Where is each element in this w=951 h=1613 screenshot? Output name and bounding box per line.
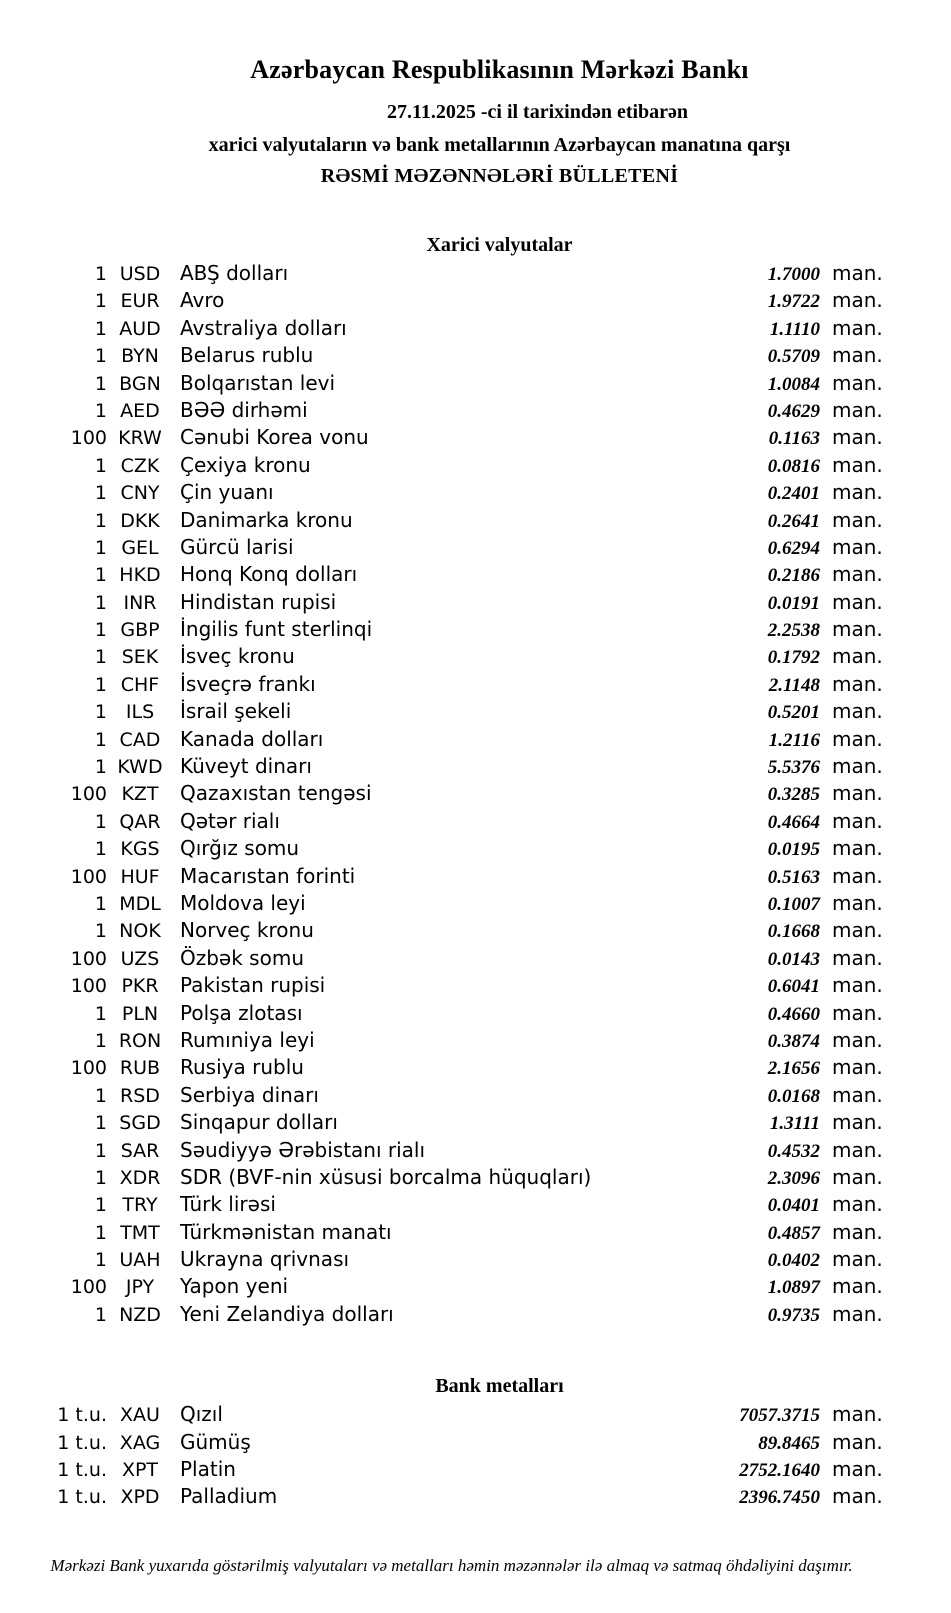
manat-unit-label: man. bbox=[832, 315, 883, 340]
manat-unit-label: man. bbox=[832, 1055, 883, 1080]
currency-name: Küveyt dinarı bbox=[180, 754, 312, 779]
currency-name: Avstraliya dolları bbox=[180, 315, 347, 340]
currency-name: Macarıstan forinti bbox=[180, 863, 356, 888]
quantity-value: 100 bbox=[70, 1276, 107, 1299]
quantity-value: 1 bbox=[94, 728, 107, 751]
foreign-currencies-table bbox=[0, 260, 951, 1328]
rate-row bbox=[0, 534, 951, 561]
quantity-value: 1 bbox=[94, 1139, 107, 1162]
rate-row bbox=[0, 1082, 951, 1109]
quantity-value: 1 bbox=[94, 317, 107, 340]
rate-value: 0.3874 bbox=[767, 1030, 820, 1052]
rate-value: 0.4857 bbox=[767, 1222, 820, 1244]
rate-row bbox=[0, 479, 951, 506]
rate-row bbox=[0, 424, 951, 451]
manat-unit-label: man. bbox=[832, 1000, 883, 1025]
currency-code: AUD bbox=[119, 317, 161, 340]
quantity-value: 100 bbox=[70, 975, 107, 998]
quantity-value: 1 bbox=[94, 838, 107, 861]
quantity-value: 1 bbox=[94, 454, 107, 477]
quantity-value: 1 bbox=[94, 892, 107, 915]
currency-code: XAU bbox=[120, 1404, 160, 1427]
rate-value: 2.2538 bbox=[767, 620, 820, 642]
manat-unit-label: man. bbox=[832, 534, 883, 559]
rate-value: 0.5709 bbox=[767, 346, 820, 368]
currency-code: EUR bbox=[120, 290, 160, 313]
currency-name: Polşa zlotası bbox=[180, 1000, 303, 1025]
currency-name: Danimarka kronu bbox=[180, 507, 353, 532]
currency-code: CAD bbox=[119, 728, 161, 751]
currency-name: Platin bbox=[180, 1457, 236, 1482]
rate-row bbox=[0, 315, 951, 342]
currency-code: SAR bbox=[120, 1139, 160, 1162]
manat-unit-label: man. bbox=[832, 589, 883, 614]
manat-unit-label: man. bbox=[832, 890, 883, 915]
rate-row bbox=[0, 397, 951, 424]
currency-name: Pakistan rupisi bbox=[180, 973, 326, 998]
quantity-value: 1 bbox=[94, 591, 107, 614]
quantity-value: 1 bbox=[94, 646, 107, 669]
currency-name: Ukrayna qrivnası bbox=[180, 1247, 350, 1272]
rate-row bbox=[0, 287, 951, 314]
manat-unit-label: man. bbox=[832, 1027, 883, 1052]
quantity-value: 1 bbox=[94, 673, 107, 696]
quantity-value: 1 bbox=[94, 482, 107, 505]
rate-row bbox=[0, 452, 951, 479]
currency-name: SDR (BVF-nin xüsusi borcalma hüquqları) bbox=[180, 1164, 592, 1189]
currency-name: Palladium bbox=[180, 1484, 278, 1509]
currency-code: HUF bbox=[120, 865, 160, 888]
currency-name: Hindistan rupisi bbox=[180, 589, 337, 614]
rate-value: 5.5376 bbox=[767, 757, 820, 779]
rate-row bbox=[0, 1456, 951, 1483]
rate-row bbox=[0, 1429, 951, 1456]
quantity-value: 1 bbox=[94, 1166, 107, 1189]
manat-unit-label: man. bbox=[832, 480, 883, 505]
quantity-value: 1 t.u. bbox=[57, 1486, 107, 1509]
quantity-value: 1 bbox=[94, 1029, 107, 1052]
manat-unit-label: man. bbox=[832, 699, 883, 724]
currency-code: SGD bbox=[119, 1112, 161, 1135]
quantity-value: 100 bbox=[70, 865, 107, 888]
manat-unit-label: man. bbox=[832, 1110, 883, 1135]
currency-name: İsrail şekeli bbox=[180, 699, 292, 724]
manat-unit-label: man. bbox=[832, 343, 883, 368]
quantity-value: 100 bbox=[70, 947, 107, 970]
currency-name: Honq Konq dolları bbox=[180, 562, 358, 587]
rate-row bbox=[0, 1054, 951, 1081]
rate-row bbox=[0, 726, 951, 753]
rate-row bbox=[0, 643, 951, 670]
currency-code: UAH bbox=[119, 1249, 161, 1272]
currency-name: Çexiya kronu bbox=[180, 452, 311, 477]
manat-unit-label: man. bbox=[832, 644, 883, 669]
currency-code: AED bbox=[120, 399, 160, 422]
document-header bbox=[0, 0, 951, 190]
currency-code: KWD bbox=[117, 756, 163, 779]
currency-name: Səudiyyə Ərəbistanı rialı bbox=[180, 1137, 426, 1162]
manat-unit-label: man. bbox=[832, 918, 883, 943]
currency-name: Moldova leyi bbox=[180, 890, 306, 915]
rate-row bbox=[0, 370, 951, 397]
rate-row bbox=[0, 1219, 951, 1246]
quantity-value: 1 t.u. bbox=[57, 1431, 107, 1454]
currency-name: Özbək somu bbox=[180, 945, 304, 970]
currency-name: Belarus rublu bbox=[180, 343, 314, 368]
currency-name: Qətər rialı bbox=[180, 808, 280, 833]
rate-value: 0.5163 bbox=[767, 866, 820, 888]
quantity-value: 1 bbox=[94, 345, 107, 368]
manat-unit-label: man. bbox=[832, 507, 883, 532]
rate-row bbox=[0, 561, 951, 588]
bank-name-title: Azərbaycan Respublikasının Mərkəzi Bankı bbox=[250, 55, 749, 84]
rate-value: 2.3096 bbox=[767, 1167, 820, 1189]
rate-value: 1.7000 bbox=[767, 264, 820, 285]
currency-code: CNY bbox=[120, 482, 160, 505]
rate-value: 1.0897 bbox=[767, 1277, 820, 1299]
quantity-value: 1 bbox=[94, 536, 107, 559]
rate-row bbox=[0, 698, 951, 725]
currency-name: Qırğız somu bbox=[180, 836, 300, 861]
rate-value: 0.4660 bbox=[767, 1003, 820, 1025]
currency-code: KRW bbox=[118, 427, 162, 450]
rate-row bbox=[0, 945, 951, 972]
rate-value: 0.2186 bbox=[767, 565, 820, 587]
manat-unit-label: man. bbox=[832, 425, 883, 450]
rate-value: 2396.7450 bbox=[739, 1487, 820, 1509]
currency-code: USD bbox=[119, 263, 161, 285]
manat-unit-label: man. bbox=[832, 754, 883, 779]
rate-value: 0.4664 bbox=[767, 811, 820, 833]
currency-name: İngilis funt sterlinqi bbox=[180, 617, 373, 642]
currency-name: Norveç kronu bbox=[180, 918, 314, 943]
manat-unit-label: man. bbox=[832, 1247, 883, 1272]
manat-unit-label: man. bbox=[832, 288, 883, 313]
rate-row bbox=[0, 507, 951, 534]
rate-value: 1.2116 bbox=[768, 729, 820, 751]
quantity-value: 1 bbox=[94, 263, 107, 285]
quantity-value: 1 bbox=[94, 1221, 107, 1244]
currency-name: BƏƏ dirhəmi bbox=[180, 397, 308, 422]
quantity-value: 1 bbox=[94, 1303, 107, 1326]
manat-unit-label: man. bbox=[832, 617, 883, 642]
manat-unit-label: man. bbox=[832, 781, 883, 806]
rate-row bbox=[0, 342, 951, 369]
currency-code: RSD bbox=[120, 1084, 160, 1107]
quantity-value: 1 bbox=[94, 290, 107, 313]
currency-name: Türkmənistan manatı bbox=[180, 1219, 392, 1244]
rate-row bbox=[0, 835, 951, 862]
currency-code: HKD bbox=[119, 564, 161, 587]
currency-code: CHF bbox=[120, 673, 160, 696]
currency-name: ABŞ dolları bbox=[180, 261, 289, 285]
currency-name: İsveçrə frankı bbox=[180, 671, 316, 696]
section-title-foreign-currencies: Xarici valyutalar bbox=[426, 234, 573, 256]
currency-code: BYN bbox=[121, 345, 159, 368]
bulletin-title: RƏSMİ MƏZƏNNƏLƏRİ BÜLLETENİ bbox=[320, 165, 679, 187]
currency-code: XDR bbox=[119, 1166, 161, 1189]
rate-row bbox=[0, 890, 951, 917]
rate-row bbox=[0, 1191, 951, 1218]
manat-unit-label: man. bbox=[832, 945, 883, 970]
quantity-value: 1 bbox=[94, 756, 107, 779]
rate-value: 1.1110 bbox=[769, 318, 820, 340]
rate-row bbox=[0, 1273, 951, 1300]
rate-value: 0.5201 bbox=[767, 702, 820, 724]
currency-name: Rusiya rublu bbox=[180, 1055, 304, 1080]
currency-code: CZK bbox=[120, 454, 160, 477]
manat-unit-label: man. bbox=[832, 1402, 883, 1427]
currency-code: GEL bbox=[121, 536, 159, 559]
currency-code: XPT bbox=[121, 1459, 159, 1482]
manat-unit-label: man. bbox=[832, 562, 883, 587]
quantity-value: 100 bbox=[70, 427, 107, 450]
quantity-value: 1 bbox=[94, 564, 107, 587]
currency-code: XAG bbox=[119, 1431, 161, 1454]
quantity-value: 1 bbox=[94, 619, 107, 642]
currency-name: Gümüş bbox=[180, 1429, 251, 1454]
currency-code: INR bbox=[123, 591, 157, 614]
currency-code: ILS bbox=[125, 701, 155, 724]
rate-value: 0.0402 bbox=[767, 1250, 820, 1272]
rate-row bbox=[0, 1109, 951, 1136]
manat-unit-label: man. bbox=[832, 836, 883, 861]
quantity-value: 1 bbox=[94, 509, 107, 532]
quantity-value: 1 bbox=[94, 920, 107, 943]
rate-value: 0.0816 bbox=[767, 455, 820, 477]
currency-code: QAR bbox=[119, 810, 161, 833]
currency-name: Gürcü larisi bbox=[180, 534, 294, 559]
disclaimer-footer: Mərkəzi Bank yuxarıda göstərilmiş valyutaları və metalları həmin məzənnələr ilə almaq və satmaq öhdəliyini daşımır. bbox=[50, 1555, 853, 1575]
manat-unit-label: man. bbox=[832, 1192, 883, 1217]
currency-name: Rumıniya leyi bbox=[180, 1027, 315, 1052]
rate-row bbox=[0, 616, 951, 643]
quantity-value: 1 t.u. bbox=[57, 1404, 107, 1427]
currency-code: TMT bbox=[120, 1221, 160, 1244]
rate-row bbox=[0, 753, 951, 780]
rate-row bbox=[0, 589, 951, 616]
rate-value: 0.4629 bbox=[767, 400, 820, 422]
rate-row bbox=[0, 808, 951, 835]
rate-row bbox=[0, 780, 951, 807]
currency-name: Avro bbox=[180, 288, 225, 313]
currency-name: Serbiya dinarı bbox=[180, 1082, 319, 1107]
rate-row bbox=[0, 260, 951, 287]
manat-unit-label: man. bbox=[832, 397, 883, 422]
currency-code: KGS bbox=[120, 838, 160, 861]
rate-row bbox=[0, 1301, 951, 1328]
currency-code: DKK bbox=[120, 509, 160, 532]
currency-code: KZT bbox=[121, 783, 159, 806]
currency-name: Yeni Zelandiya dolları bbox=[180, 1301, 394, 1326]
rate-row bbox=[0, 1246, 951, 1273]
currency-code: RON bbox=[118, 1029, 162, 1052]
currency-code: NOK bbox=[119, 920, 161, 943]
manat-unit-label: man. bbox=[832, 1484, 883, 1509]
quantity-value: 1 bbox=[94, 1194, 107, 1217]
rate-value: 0.0401 bbox=[767, 1195, 820, 1217]
rate-value: 1.9722 bbox=[767, 291, 820, 313]
rate-value: 0.2401 bbox=[767, 483, 820, 505]
rate-value: 2.1148 bbox=[768, 674, 820, 696]
rate-row bbox=[0, 1000, 951, 1027]
rate-value: 0.9735 bbox=[767, 1304, 820, 1326]
manat-unit-label: man. bbox=[832, 261, 883, 285]
quantity-value: 1 bbox=[94, 1112, 107, 1135]
currency-code: PLN bbox=[121, 1002, 159, 1025]
currency-name: Kanada dolları bbox=[180, 726, 324, 751]
quantity-value: 1 bbox=[94, 1002, 107, 1025]
manat-unit-label: man. bbox=[832, 1164, 883, 1189]
currency-code: RUB bbox=[119, 1057, 161, 1080]
manat-unit-label: man. bbox=[832, 1219, 883, 1244]
currency-code: SEK bbox=[121, 646, 159, 669]
rate-value: 0.0143 bbox=[767, 948, 820, 970]
rate-value: 0.4532 bbox=[767, 1140, 820, 1162]
rate-value: 0.1668 bbox=[767, 921, 820, 943]
manat-unit-label: man. bbox=[832, 452, 883, 477]
rate-value: 0.0168 bbox=[767, 1085, 820, 1107]
rate-row bbox=[0, 1483, 951, 1510]
manat-unit-label: man. bbox=[832, 1429, 883, 1454]
manat-unit-label: man. bbox=[832, 726, 883, 751]
rate-row bbox=[0, 917, 951, 944]
rate-row bbox=[0, 1137, 951, 1164]
rate-row bbox=[0, 671, 951, 698]
rate-value: 0.1792 bbox=[767, 647, 820, 669]
manat-unit-label: man. bbox=[832, 1274, 883, 1299]
currency-code: BGN bbox=[119, 372, 161, 395]
quantity-value: 1 bbox=[94, 810, 107, 833]
currency-code: MDL bbox=[119, 892, 161, 915]
currency-code: PKR bbox=[121, 975, 159, 998]
currency-name: Bolqarıstan levi bbox=[180, 370, 336, 395]
currency-name: Qızıl bbox=[180, 1402, 223, 1427]
rate-row bbox=[0, 1401, 951, 1428]
currency-code: XPD bbox=[120, 1486, 160, 1509]
rate-value: 0.2641 bbox=[767, 510, 820, 532]
currency-code: NZD bbox=[119, 1303, 161, 1326]
currency-name: Türk lirəsi bbox=[180, 1192, 276, 1217]
currency-name: Yapon yeni bbox=[180, 1274, 289, 1299]
currency-code: GBP bbox=[120, 619, 160, 642]
manat-unit-label: man. bbox=[832, 863, 883, 888]
quantity-value: 1 bbox=[94, 1249, 107, 1272]
rate-value: 0.1163 bbox=[768, 428, 820, 450]
rate-row bbox=[0, 1164, 951, 1191]
rate-row bbox=[0, 972, 951, 999]
manat-unit-label: man. bbox=[832, 671, 883, 696]
effective-date-line: 27.11.2025 -ci il tarixindən etibarən bbox=[386, 101, 689, 123]
quantity-value: 100 bbox=[70, 1057, 107, 1080]
rate-value: 0.1007 bbox=[767, 893, 820, 915]
bulletin-subtitle: xarici valyutaların və bank metallarının Azərbaycan manatına qarşı bbox=[208, 134, 791, 156]
rate-row bbox=[0, 863, 951, 890]
quantity-value: 1 bbox=[94, 1084, 107, 1107]
section-title-bank-metals: Bank metalları bbox=[435, 1375, 564, 1398]
currency-name: İsveç kronu bbox=[180, 644, 295, 669]
manat-unit-label: man. bbox=[832, 1082, 883, 1107]
rate-value: 0.6294 bbox=[767, 537, 820, 559]
quantity-value: 1 bbox=[94, 399, 107, 422]
currency-code: UZS bbox=[120, 947, 160, 970]
manat-unit-label: man. bbox=[832, 1301, 883, 1326]
manat-unit-label: man. bbox=[832, 370, 883, 395]
manat-unit-label: man. bbox=[832, 808, 883, 833]
currency-name: Cənubi Korea vonu bbox=[180, 425, 369, 450]
manat-unit-label: man. bbox=[832, 1457, 883, 1482]
rate-value: 7057.3715 bbox=[739, 1405, 820, 1427]
manat-unit-label: man. bbox=[832, 1137, 883, 1162]
currency-code: TRY bbox=[122, 1194, 158, 1217]
currency-code: JPY bbox=[125, 1276, 155, 1299]
currency-name: Qazaxıstan tengəsi bbox=[180, 781, 372, 806]
bank-metals-table bbox=[0, 1401, 951, 1511]
rate-value: 2752.1640 bbox=[739, 1460, 820, 1482]
quantity-value: 100 bbox=[70, 783, 107, 806]
rate-value: 0.0195 bbox=[767, 839, 820, 861]
quantity-value: 1 t.u. bbox=[57, 1459, 107, 1482]
rate-value: 1.3111 bbox=[769, 1113, 820, 1135]
currency-name: Sinqapur dolları bbox=[180, 1110, 338, 1135]
rate-value: 2.1656 bbox=[767, 1058, 820, 1080]
rate-value: 0.3285 bbox=[767, 784, 820, 806]
quantity-value: 1 bbox=[94, 372, 107, 395]
quantity-value: 1 bbox=[94, 701, 107, 724]
rate-row bbox=[0, 1027, 951, 1054]
manat-unit-label: man. bbox=[832, 973, 883, 998]
currency-name: Çin yuanı bbox=[180, 480, 274, 505]
rate-value: 0.0191 bbox=[767, 592, 820, 614]
rate-value: 89.8465 bbox=[758, 1432, 820, 1454]
rate-value: 1.0084 bbox=[767, 373, 820, 395]
rate-value: 0.6041 bbox=[767, 976, 820, 998]
